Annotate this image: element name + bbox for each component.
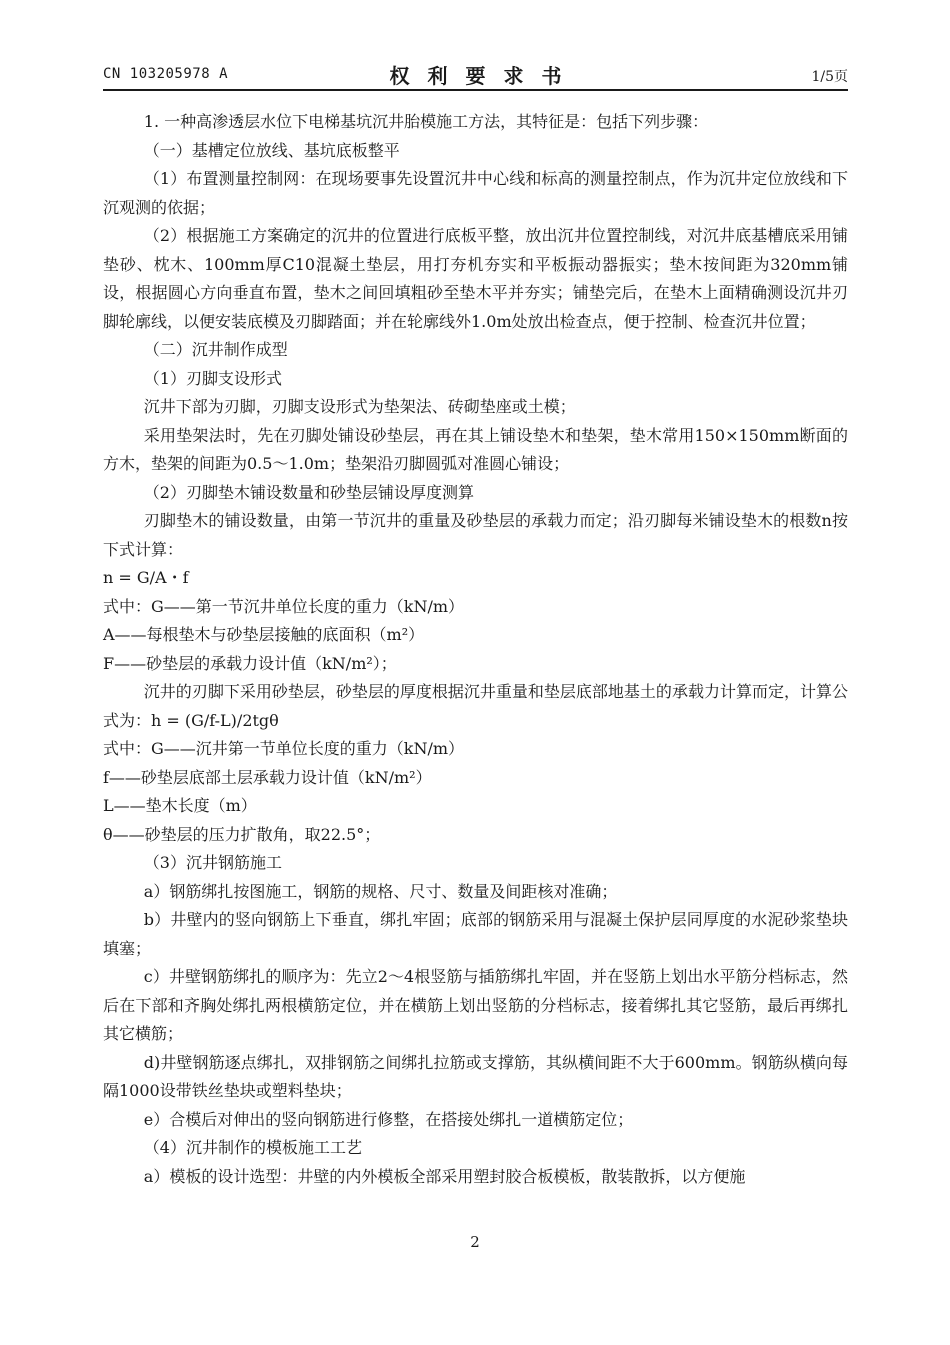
definition-line: F——砂垫层的承载力设计值（kN/m²）； [103, 653, 397, 673]
claim-paragraph: 沉井下部为刃脚，刃脚支设形式为垫架法、砖砌垫座或土模； [143, 397, 576, 416]
claim-paragraph: （2）根据施工方案确定的沉井的位置进行底板平整，放出沉井位置控制线，对沉井底基槽底采用铺垫砂、枕木、100mm厚C10混凝土垫层，用打夯机夯实和平板振动器振实；垫木按间距为320mm铺设，根据圆心方向垂直布置，垫木之间回填粗砂至垫木平并夯实；铺垫完后，在垫木上面精确测设沉井刃脚轮廓线，以便安装底模及刃脚踏面；并在轮廓线外1.0m处放出检查点，便于控制、检查沉井位置； [103, 226, 848, 331]
definition-line: θ——砂垫层的压力扩散角，取22.5°； [103, 824, 381, 844]
page-header [103, 58, 848, 86]
claim-intro: 1. 一种高渗透层水位下电梯基坑沉井胎模施工方法，其特征是：包括下列步骤： [143, 112, 709, 131]
sub-heading: （1）刃脚支设形式 [143, 368, 282, 388]
claim-paragraph: 沉井的刃脚下采用砂垫层，砂垫层的厚度根据沉井重量和垫层底部地基土的承载力计算而定，计算公式为：h = (G/f-L)/2tgθ [103, 682, 848, 730]
definition-line: f——砂垫层底部土层承载力设计值（kN/m²） [103, 767, 432, 787]
claim-paragraph: （1）布置测量控制网：在现场要事先设置沉井中心线和标高的测量控制点，作为沉井定位放线和下沉观测的依据； [103, 169, 848, 217]
claim-paragraph: a）钢筋绑扎按图施工，钢筋的规格、尺寸、数量及间距核对准确； [143, 881, 618, 901]
definition-line: 式中：G——沉井第一节单位长度的重力（kN/m） [103, 739, 465, 758]
claim-paragraph: d)井壁钢筋逐点绑扎，双排钢筋之间绑扎拉筋或支撑筋，其纵横间距不大于600mm。钢筋纵横向每隔1000设带铁丝垫块或塑料垫块； [103, 1052, 848, 1100]
sub-heading: （4）沉井制作的模板施工工艺 [143, 1138, 362, 1157]
page-number: 2 [470, 1233, 480, 1251]
section-title: 权利要求书 [389, 64, 580, 88]
header-divider [103, 89, 848, 91]
claim-paragraph: e）合模后对伸出的竖向钢筋进行修整，在搭接处绑扎一道横筋定位； [143, 1109, 634, 1129]
claim-paragraph: a）模板的设计选型：井壁的内外模板全部采用塑封胶合板模板，散装散拆，以方便施 [143, 1166, 746, 1186]
definition-line: L——垫木长度（m） [103, 796, 257, 815]
claim-paragraph: c）井壁钢筋绑扎的顺序为：先立2～4根竖筋与插筋绑扎牢固，并在竖筋上划出水平筋分档标志，然后在下部和齐胸处绑扎两根横筋定位，并在横筋上划出竖筋的分档标志，接着绑扎其它竖筋，最后再绑扎其它横筋； [103, 967, 848, 1043]
step-heading: （一）基槽定位放线、基坑底板整平 [143, 140, 400, 160]
definition-line: 式中：G——第一节沉井单位长度的重力（kN/m） [103, 596, 465, 616]
claims-body [103, 108, 848, 1191]
claim-paragraph: b）井壁内的竖向钢筋上下垂直，绑扎牢固；底部的钢筋采用与混凝土保护层同厚度的水泥砂浆垫块填塞； [103, 910, 848, 958]
formula-sleeper-count: n = G/A・f [103, 568, 189, 587]
sub-heading: （2）刃脚垫木铺设数量和砂垫层铺设厚度测算 [143, 482, 474, 502]
step-heading: （二）沉井制作成型 [143, 340, 288, 359]
claim-paragraph: 采用垫架法时，先在刃脚处铺设砂垫层，再在其上铺设垫木和垫架，垫木常用150×150mm断面的方木，垫架的间距为0.5～1.0m；垫架沿刃脚圆弧对准圆心铺设； [103, 425, 848, 473]
definition-line: A——每根垫木与砂垫层接触的底面积（m²） [103, 625, 425, 644]
document-number: CN 103205978 A [103, 66, 229, 82]
sub-heading: （3）沉井钢筋施工 [143, 853, 282, 872]
claim-paragraph: 刃脚垫木的铺设数量，由第一节沉井的重量及砂垫层的承载力而定；沿刃脚每米铺设垫木的根数n按下式计算： [103, 511, 848, 559]
page-label: 1/5页 [811, 69, 848, 85]
